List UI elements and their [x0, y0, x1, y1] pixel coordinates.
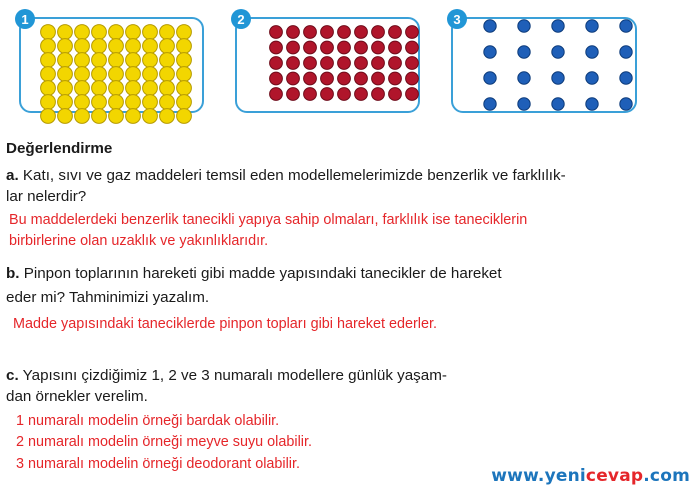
solid-particle [143, 39, 158, 54]
liquid-particle [406, 41, 419, 54]
solid-particle [126, 53, 141, 68]
solid-particle [58, 39, 73, 54]
gas-particle [552, 20, 564, 32]
gas-particle [620, 20, 632, 32]
solid-particle [75, 81, 90, 96]
liquid-particle [389, 57, 402, 70]
liquid-particle [287, 41, 300, 54]
solid-particle [143, 109, 158, 124]
solid-particle [58, 25, 73, 40]
solid-particle [75, 25, 90, 40]
answer-a-line-1: Bu maddelerdeki benzerlik tanecikli yapıya sahip olmaları, farklılık ise taneciklerin [9, 212, 528, 228]
gas-particle [518, 72, 530, 84]
liquid-particle [372, 57, 385, 70]
solid-particle [160, 95, 175, 110]
site-watermark [491, 466, 690, 486]
liquid-particle [338, 57, 351, 70]
gas-particle [484, 20, 496, 32]
gas-particle [484, 46, 496, 58]
gas-particle [552, 46, 564, 58]
solid-particle [126, 67, 141, 82]
question-c-text-1: Yapısını çizdiğimiz 1, 2 ve 3 numaralı modellere günlük yaşam- [18, 367, 447, 384]
solid-particle [126, 39, 141, 54]
liquid-particle [355, 72, 368, 85]
gas-particle [518, 98, 530, 110]
solid-particle [126, 25, 141, 40]
answer-a-line-2: birbirlerine olan uzaklık ve yakınlıklarıdır. [9, 233, 269, 249]
liquid-particle [287, 57, 300, 70]
solid-particle [75, 95, 90, 110]
answer-b-line-1: Madde yapısındaki taneciklerde pinpon topları gibi hareket ederler. [13, 316, 437, 332]
solid-particle [109, 25, 124, 40]
liquid-particle [321, 72, 334, 85]
solid-particle [92, 25, 107, 40]
solid-particle [109, 53, 124, 68]
gas-particle [484, 72, 496, 84]
solid-particle [109, 109, 124, 124]
liquid-particle [338, 88, 351, 101]
solid-particle [92, 95, 107, 110]
solid-particle [75, 67, 90, 82]
gas-particle [484, 98, 496, 110]
solid-particle [41, 95, 56, 110]
solid-particle [143, 95, 158, 110]
liquid-particle [406, 57, 419, 70]
answer-c-line-1: 1 numaralı modelin örneği bardak olabilir. [16, 413, 280, 429]
solid-particle [177, 95, 192, 110]
liquid-particle [338, 26, 351, 39]
solid-particle [109, 39, 124, 54]
particle-models [0, 0, 700, 130]
watermark-part-3: cevap [585, 466, 644, 486]
solid-particle [126, 95, 141, 110]
liquid-particle [355, 26, 368, 39]
liquid-particle [389, 41, 402, 54]
solid-particle [177, 67, 192, 82]
gas-particle [586, 72, 598, 84]
liquid-particle [389, 72, 402, 85]
liquid-particle [270, 72, 283, 85]
liquid-particle [304, 88, 317, 101]
liquid-particle [389, 26, 402, 39]
liquid-particle [372, 41, 385, 54]
liquid-particle [406, 72, 419, 85]
solid-particle [143, 67, 158, 82]
model-number-badge-2: 2 [231, 9, 251, 29]
watermark-part-4: .com [643, 466, 690, 486]
liquid-particle [287, 26, 300, 39]
liquid-particle [287, 88, 300, 101]
solid-particle [41, 109, 56, 124]
gas-particle [586, 46, 598, 58]
liquid-particle [321, 26, 334, 39]
gas-particle [586, 98, 598, 110]
liquid-particle [372, 88, 385, 101]
question-b-text-1: Pinpon toplarının hareketi gibi madde yapısındaki tanecikler de hareket [19, 265, 502, 282]
solid-particle [75, 109, 90, 124]
gas-particle [620, 72, 632, 84]
solid-particle [92, 67, 107, 82]
solid-particle [143, 81, 158, 96]
liquid-particle [270, 41, 283, 54]
solid-particle [109, 67, 124, 82]
gas-particle [552, 72, 564, 84]
gas-particle [620, 98, 632, 110]
liquid-particle [338, 72, 351, 85]
liquid-particle [270, 57, 283, 70]
solid-particle [41, 81, 56, 96]
question-b-line-2: eder mi? Tahminimizi yazalım. [6, 289, 210, 306]
solid-particle [75, 39, 90, 54]
liquid-particle [372, 72, 385, 85]
solid-particle [126, 109, 141, 124]
liquid-particle [372, 26, 385, 39]
model-number-badge-1: 1 [15, 9, 35, 29]
solid-particle [41, 25, 56, 40]
solid-particle [160, 25, 175, 40]
solid-particle [92, 53, 107, 68]
solid-particle [58, 109, 73, 124]
solid-particle [143, 25, 158, 40]
solid-particle [143, 53, 158, 68]
gas-particle [620, 46, 632, 58]
solid-particle [177, 109, 192, 124]
liquid-particle [355, 88, 368, 101]
liquid-particle [304, 41, 317, 54]
question-b-line-1 [6, 264, 502, 284]
liquid-particle [338, 41, 351, 54]
solid-particle [58, 81, 73, 96]
gas-particle [518, 46, 530, 58]
answer-c-line-3: 3 numaralı modelin örneği deodorant olabilir. [16, 456, 300, 472]
solid-particle [177, 81, 192, 96]
liquid-particle [355, 41, 368, 54]
liquid-particle [287, 72, 300, 85]
liquid-particle [321, 57, 334, 70]
solid-particle [177, 53, 192, 68]
liquid-particle [355, 57, 368, 70]
liquid-particle [270, 88, 283, 101]
liquid-particle [321, 41, 334, 54]
solid-particle [41, 39, 56, 54]
question-c-letter: c. [6, 367, 19, 384]
liquid-particle [304, 72, 317, 85]
model-number-badge-3: 3 [447, 9, 467, 29]
question-a-line-2: lar nelerdir? [6, 188, 87, 205]
solid-particle [41, 67, 56, 82]
gas-particle [552, 98, 564, 110]
solid-particle [109, 81, 124, 96]
solid-particle [160, 109, 175, 124]
liquid-particle [406, 88, 419, 101]
solid-particle [58, 67, 73, 82]
solid-particle [41, 53, 56, 68]
liquid-particle [321, 88, 334, 101]
solid-particle [92, 81, 107, 96]
solid-particle [160, 81, 175, 96]
liquid-particle [406, 26, 419, 39]
liquid-particle [389, 88, 402, 101]
solid-particle [177, 25, 192, 40]
question-c-line-2: dan örnekler verelim. [6, 388, 148, 405]
solid-particle [126, 81, 141, 96]
solid-particle [160, 67, 175, 82]
solid-particle [160, 39, 175, 54]
solid-particle [177, 39, 192, 54]
question-a-letter: a. [6, 167, 19, 184]
liquid-particle [304, 26, 317, 39]
liquid-particle [304, 57, 317, 70]
gas-particle [586, 20, 598, 32]
solid-particle [58, 95, 73, 110]
question-a-text-1: Katı, sıvı ve gaz maddeleri temsil eden modellemelerimizde benzerlik ve farklılık- [18, 167, 566, 184]
solid-particle [92, 109, 107, 124]
watermark-part-2: yeni [544, 466, 586, 486]
solid-particle [160, 53, 175, 68]
question-c-line-1 [6, 366, 447, 386]
question-b-letter: b. [6, 265, 20, 282]
solid-particle [58, 53, 73, 68]
question-a-line-1 [6, 166, 566, 186]
liquid-particle [270, 26, 283, 39]
solid-particle [75, 53, 90, 68]
watermark-part-1: www. [491, 466, 545, 486]
section-heading: Değerlendirme [6, 140, 113, 157]
gas-particle [518, 20, 530, 32]
solid-particle [109, 95, 124, 110]
answer-c-line-2: 2 numaralı modelin örneği meyve suyu olabilir. [16, 434, 312, 450]
solid-particle [92, 39, 107, 54]
